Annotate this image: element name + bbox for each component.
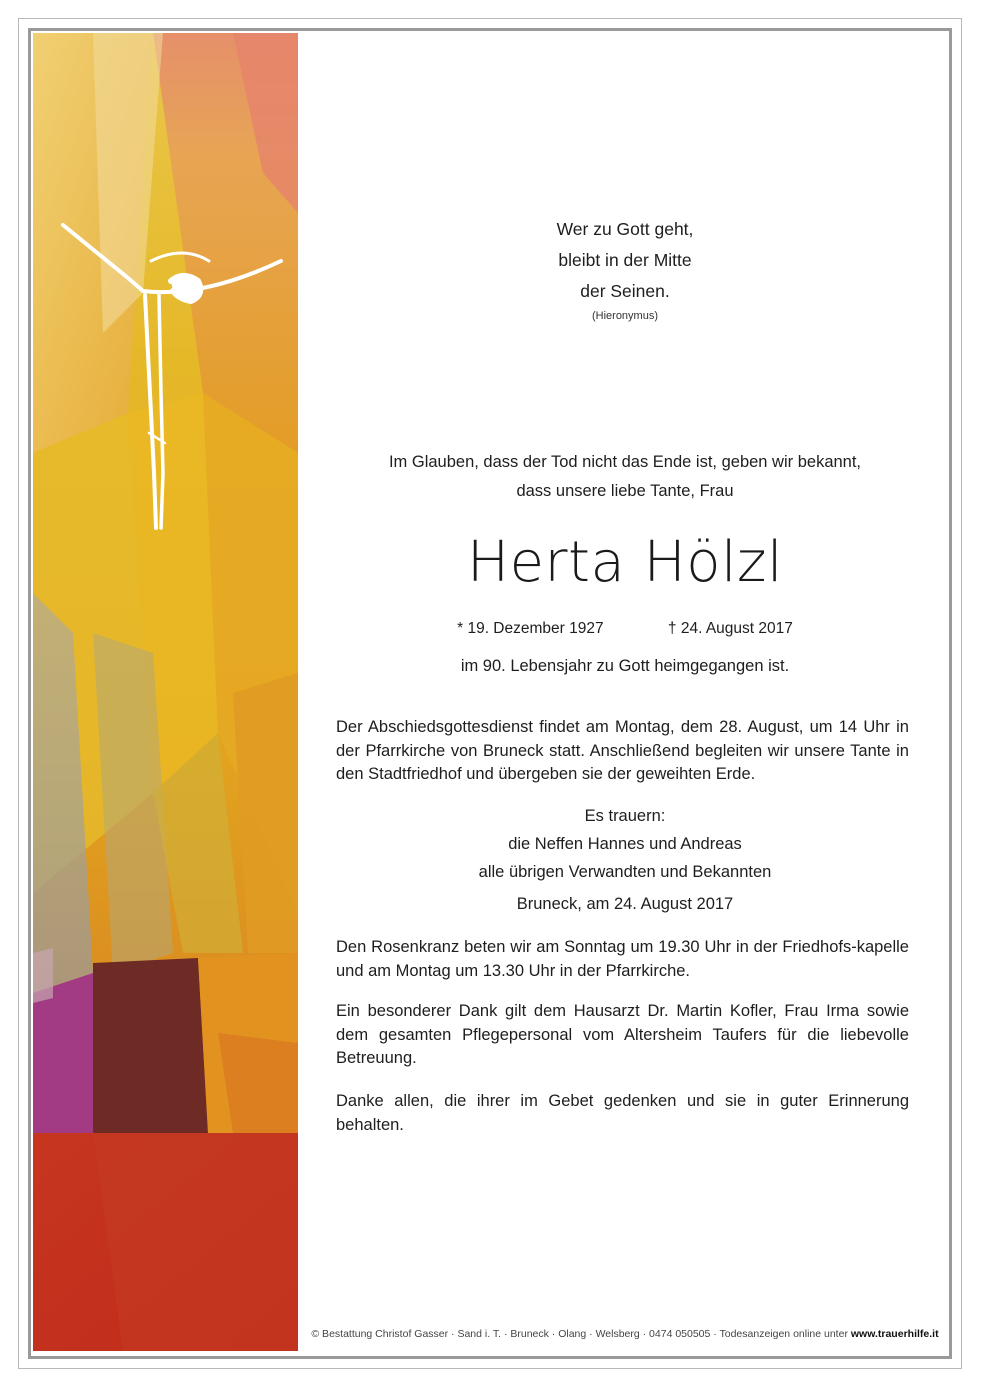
mourner-line: die Neffen Hannes und Andreas	[508, 835, 742, 853]
intro-line: Im Glauben, dass der Tod nicht das Ende ist, geben wir bekannt,	[388, 453, 862, 471]
rosary-text: Den Rosenkranz beten wir am Sonntag um 19.30 Uhr in der Friedhofs-kapelle und am Montag um 13.30 Uhr in der Pfarrkirche.	[336, 938, 909, 980]
thanks-paragraph: Ein besonderer Dank gilt dem Hausarzt Dr. Martin Kofler, Frau Irma sowie dem gesamten Pflegepersonal vom Altersheim Taufers für die liebevolle Betreuung.	[336, 1002, 909, 1067]
stained-glass-artwork	[33, 33, 298, 1351]
footer-text: © Bestattung Christof Gasser · Sand i. T. · Bruneck · Olang · Welsberg · 0474 050505 · Todesanzeigen online unter	[311, 1328, 851, 1340]
mourner-line: alle übrigen Verwandten und Bekannten	[478, 863, 772, 881]
thanks-paragraph: Danke allen, die ihrer im Gebet gedenken und sie in guter Erinnerung behalten.	[336, 1092, 909, 1134]
funeral-service-text: Der Abschiedsgottesdienst findet am Montag, dem 28. August, um 14 Uhr in der Pfarrkirche von Bruneck statt. Anschließend begleiten wir unsere Tante in den Stadtfriedhof und übergeben sie der geweihten Erde.	[336, 718, 909, 783]
deceased-name: Herta Hölzl	[466, 530, 784, 595]
footer-credit	[300, 1328, 950, 1340]
life-dates	[300, 620, 950, 638]
quote-line: Wer zu Gott geht,	[556, 219, 694, 239]
birth-date: * 19. Dezember 1927	[457, 620, 604, 637]
quote-line: bleibt in der Mitte	[558, 250, 692, 270]
intro-line: dass unsere liebe Tante, Frau	[516, 482, 734, 500]
place-and-date: Bruneck, am 24. August 2017	[516, 895, 734, 913]
quote-line: der Seinen.	[580, 281, 670, 301]
bible-quote	[300, 214, 950, 307]
mourners-heading: Es trauern:	[584, 807, 666, 825]
footer-link[interactable]: www.trauerhilfe.it	[850, 1328, 939, 1340]
quote-source: (Hieronymus)	[591, 310, 658, 322]
announcement-intro	[300, 448, 950, 506]
death-date: † 24. August 2017	[667, 620, 793, 637]
age-statement: im 90. Lebensjahr zu Gott heimgegangen ist.	[460, 657, 790, 675]
mourners-list	[300, 802, 950, 886]
